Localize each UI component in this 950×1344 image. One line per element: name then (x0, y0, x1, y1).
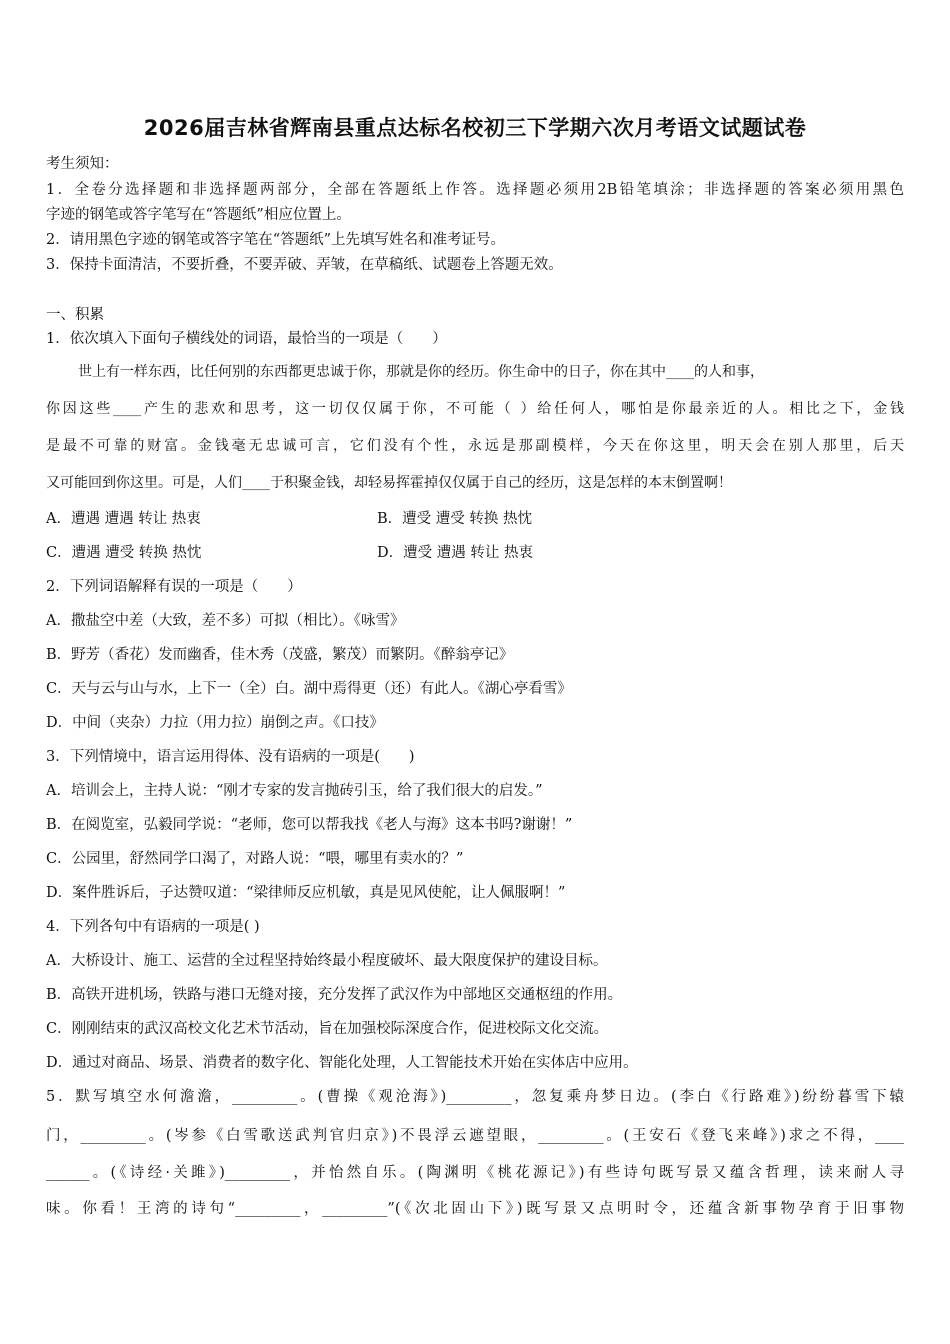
q3-option-b: B．在阅览室，弘毅同学说：“老师，您可以帮我找《老人与海》这本书吗?谢谢！” (46, 817, 573, 833)
q1-stem: 1．依次填入下面句子横线处的词语，最恰当的一项是（ ） (46, 331, 447, 347)
notice-item-3: 3．保持卡面清洁，不要折叠，不要弄破、弄皱，在草稿纸、试题卷上答题无效。 (46, 257, 563, 273)
notice-item-1-cont: 字迹的钢笔或答字笔写在“答题纸”相应位置上。 (46, 207, 351, 223)
q1-passage-line: 世上有一样东西，比任何别的东西都更忠诚于你，那就是你的经历。你生命中的日子，你在其中____的人和事， (78, 364, 764, 380)
notice-item-1: 1．全卷分选择题和非选择题两部分，全部在答题纸上作答。选择题必须用2B铅笔填涂；非选择题的答案必须用黑色 (46, 182, 904, 198)
q2-stem: 2．下列词语解释有误的一项是（ ） (46, 579, 302, 595)
q3-option-a: A．培训会上，主持人说：“刚才专家的发言抛砖引玉，给了我们很大的启发。” (46, 783, 543, 799)
q4-option-a: A．大桥设计、施工、运营的全过程坚持始终最小程度破坏、最大限度保护的建设目标。 (46, 953, 608, 969)
q4-stem: 4．下列各句中有语病的一项是( ) (46, 919, 260, 935)
q5-line: 味。你看！王湾的诗句“_________，_________”(《次北固山下》)既写景又点明时令，还蕴含新事物孕育于旧事物 (46, 1201, 904, 1217)
q4-option-c: C．刚刚结束的武汉高校文化艺术节活动，旨在加强校际深度合作，促进校际文化交流。 (46, 1021, 609, 1037)
q5-line: 5．默写填空水何澹澹，_________。(曹操《观沧海》)_________，忽复乘舟梦日边。(李白《行路难》)纷纷暮雪下辕 (46, 1089, 904, 1105)
q1-option-c: C．遭遇 遭受 转换 热忱 (46, 545, 202, 561)
q2-option-d: D．中间（夹杂）力拉（用力拉）崩倒之声。《口技》 (46, 715, 384, 731)
q1-passage-line: 是最不可靠的财富。金钱毫无忠诚可言，它们没有个性，永远是那副模样，今天在你这里，明天会在别人那里，后天 (46, 438, 904, 454)
q1-option-a: A．遭遇 遭遇 转让 热衷 (46, 511, 201, 527)
notice-heading: 考生须知： (46, 156, 119, 172)
q2-option-b: B．野芳（香花）发而幽香，佳木秀（茂盛，繁茂）而繁阴。《醉翁亭记》 (46, 647, 514, 663)
q1-passage-line: 又可能回到你这里。可是，人们____于积聚金钱，却轻易挥霍掉仅仅属于自己的经历，这是怎样的本末倒置啊！ (46, 475, 732, 491)
q2-option-c: C．天与云与山与水，上下一（全）白。湖中焉得更（还）有此人。《湖心亭看雪》 (46, 681, 572, 697)
q1-passage-line: 你因这些____产生的悲欢和思考，这一切仅仅属于你，不可能（ ）给任何人，哪怕是你最亲近的人。相比之下，金钱 (46, 401, 904, 417)
q1-option-d: D．遭受 遭遇 转让 热衷 (377, 545, 533, 561)
q4-option-b: B．高铁开进机场，铁路与港口无缝对接，充分发挥了武汉作为中部地区交通枢纽的作用。 (46, 987, 623, 1003)
q5-line: 门，_________。(岑参《白雪歌送武判官归京》)不畏浮云遮望眼，_________。(王安石《登飞来峰》)求之不得，____ (46, 1128, 904, 1144)
q4-option-d: D．通过对商品、场景、消费者的数字化、智能化处理，人工智能技术开始在实体店中应用。 (46, 1055, 638, 1071)
q3-stem: 3．下列情境中，语言运用得体、没有语病的一项是( ) (46, 749, 415, 765)
section-heading: 一、积累 (46, 307, 104, 323)
q3-option-d: D．案件胜诉后，子达赞叹道：“梁律师反应机敏，真是见风使舵，让人佩服啊！” (46, 885, 566, 901)
q3-option-c: C．公园里，舒然同学口渴了，对路人说：“喂，哪里有卖水的？” (46, 851, 464, 867)
notice-item-2: 2．请用黑色字迹的钢笔或答字笔在“答题纸”上先填写姓名和准考证号。 (46, 232, 506, 248)
q5-line: ______。(《诗经·关雎》)_________，并怡然自乐。(陶渊明《桃花源记》)有些诗句既写景又蕴含哲理，读来耐人寻 (46, 1165, 904, 1181)
page-title: 2026届吉林省辉南县重点达标名校初三下学期六次月考语文试题试卷 (143, 116, 807, 140)
q1-option-b: B．遭受 遭受 转换 热忱 (377, 511, 532, 527)
q2-option-a: A．撒盐空中差（大致，差不多）可拟（相比）。《咏雪》 (46, 613, 405, 629)
